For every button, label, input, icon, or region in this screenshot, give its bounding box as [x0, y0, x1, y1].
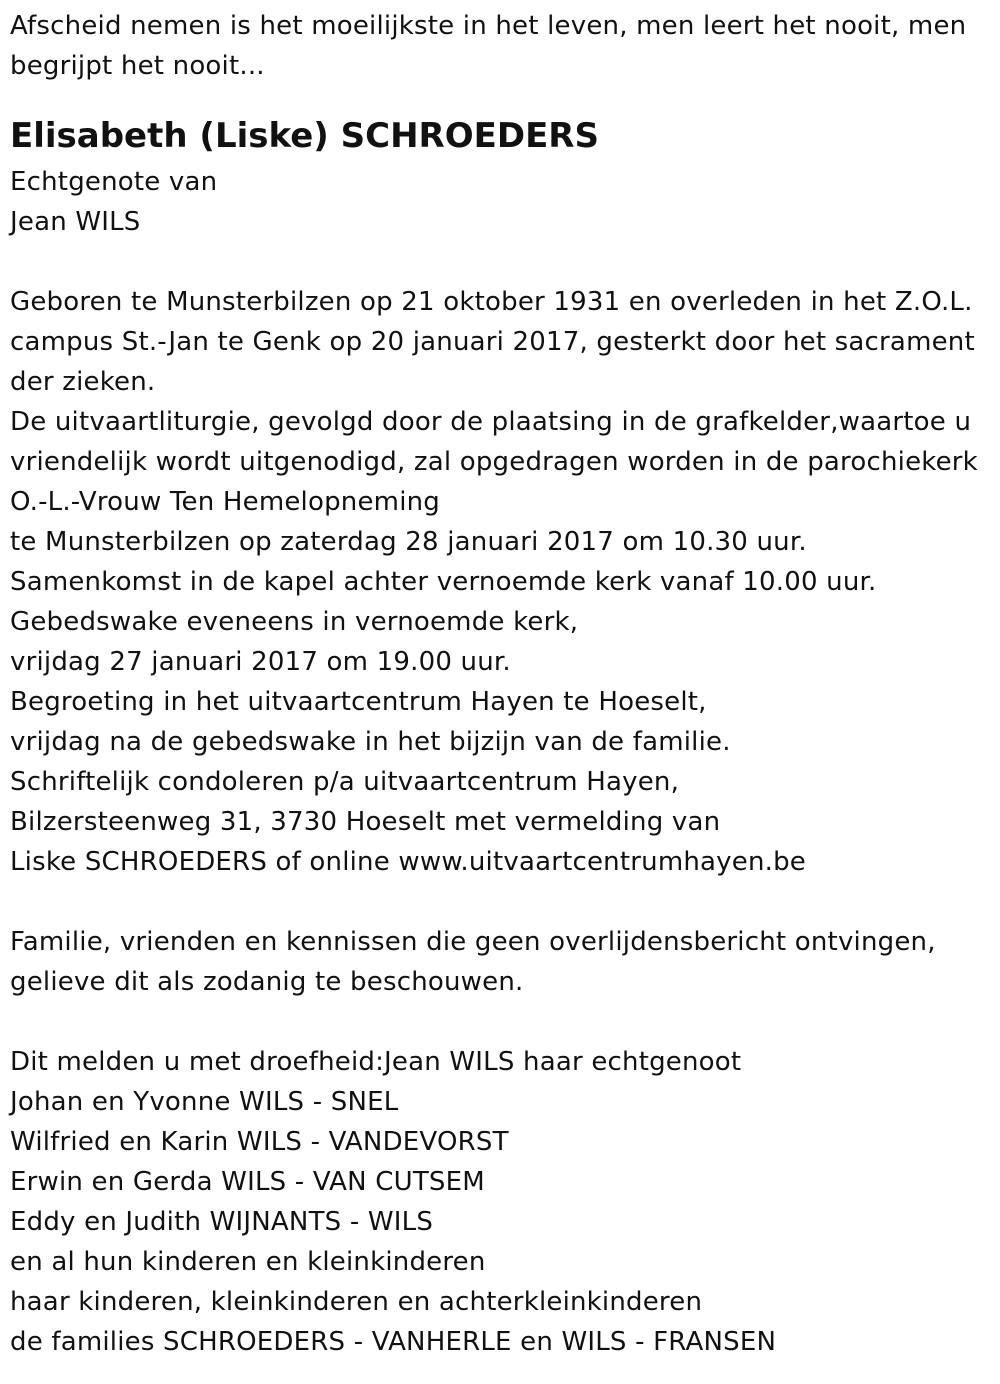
- notice-line: gelieve dit als zodanig te beschouwen.: [10, 967, 524, 997]
- spacer: [10, 1002, 990, 1042]
- details-block: [10, 282, 990, 882]
- mourner-line: Wilfried en Karin WILS - VANDEVORST: [10, 1127, 509, 1157]
- intro-line: begrijpt het nooit...: [10, 51, 265, 81]
- notice-line: Familie, vrienden en kennissen die geen overlijdensbericht ontvingen,: [10, 927, 936, 957]
- mourner-line: haar kinderen, kleinkinderen en achterkleinkinderen: [10, 1287, 703, 1317]
- spacer: [10, 242, 990, 282]
- details-line: Bilzersteenweg 31, 3730 Hoeselt met vermelding van: [10, 807, 721, 837]
- details-line: Liske SCHROEDERS of online www.uitvaartcentrumhayen.be: [10, 847, 806, 877]
- details-line: O.-L.-Vrouw Ten Hemelopneming: [10, 487, 441, 517]
- mourner-line: Dit melden u met droefheid:Jean WILS haar echtgenoot: [10, 1047, 742, 1077]
- spacer: [10, 882, 990, 922]
- details-line: der zieken.: [10, 367, 156, 397]
- mourners-block: [10, 1042, 990, 1362]
- details-line: De uitvaartliturgie, gevolgd door de plaatsing in de grafkelder,waartoe u: [10, 407, 972, 437]
- details-line: campus St.-Jan te Genk op 20 januari 2017, gesterkt door het sacrament: [10, 327, 975, 357]
- spouse-line: Echtgenote van: [10, 167, 218, 197]
- details-line: Schriftelijk condoleren p/a uitvaartcentrum Hayen,: [10, 767, 680, 797]
- spouse-block: [10, 162, 990, 242]
- intro-quote: [10, 6, 990, 86]
- mourner-line: de families SCHROEDERS - VANHERLE en WILS - FRANSEN: [10, 1327, 777, 1357]
- deceased-name: Elisabeth (Liske) SCHROEDERS: [10, 116, 599, 156]
- intro-line: Afscheid nemen is het moeilijkste in het leven, men leert het nooit, men: [10, 11, 967, 41]
- details-line: vrijdag 27 januari 2017 om 19.00 uur.: [10, 647, 511, 677]
- details-line: Geboren te Munsterbilzen op 21 oktober 1931 en overleden in het Z.O.L.: [10, 287, 973, 317]
- details-line: Gebedswake eveneens in vernoemde kerk,: [10, 607, 579, 637]
- spouse-line: Jean WILS: [10, 207, 141, 237]
- details-line: te Munsterbilzen op zaterdag 28 januari 2017 om 10.30 uur.: [10, 527, 807, 557]
- mourner-line: Eddy en Judith WIJNANTS - WILS: [10, 1207, 434, 1237]
- details-line: Samenkomst in de kapel achter vernoemde kerk vanaf 10.00 uur.: [10, 567, 877, 597]
- mourner-line: Erwin en Gerda WILS - VAN CUTSEM: [10, 1167, 485, 1197]
- details-line: vriendelijk wordt uitgenodigd, zal opgedragen worden in de parochiekerk: [10, 447, 978, 477]
- details-line: Begroeting in het uitvaartcentrum Hayen te Hoeselt,: [10, 687, 707, 717]
- mourner-line: Johan en Yvonne WILS - SNEL: [10, 1087, 399, 1117]
- mourner-line: en al hun kinderen en kleinkinderen: [10, 1247, 486, 1277]
- details-line: vrijdag na de gebedswake in het bijzijn van de familie.: [10, 727, 731, 757]
- notice-block: [10, 922, 990, 1002]
